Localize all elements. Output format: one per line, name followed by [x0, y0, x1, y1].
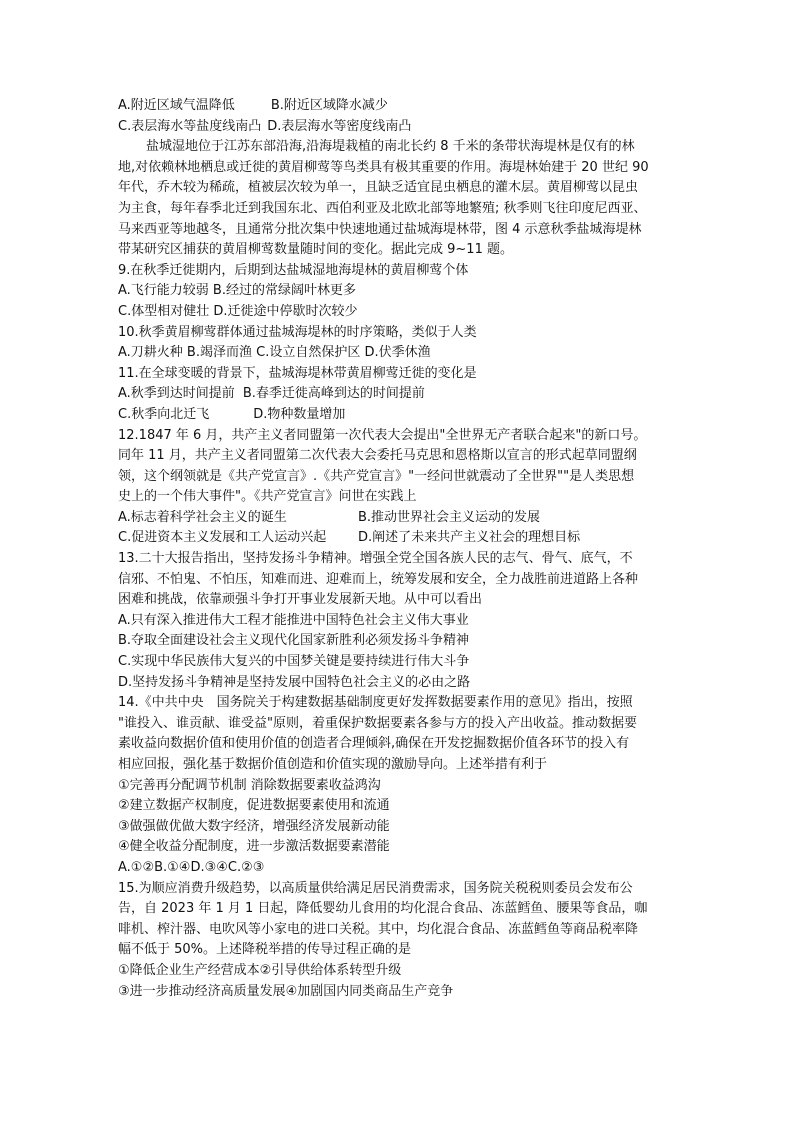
q8-options-row1 [118, 96, 678, 117]
passage-line: 为主食，每年春季北迁到我国东北、西伯利亚及北欧北部等地繁殖; 秋季则飞往印度尼西亚、 [118, 200, 647, 216]
exam-page [118, 96, 678, 1002]
passage-line: 带某研究区捕获的黄眉柳莺数量随时间的变化。据此完成 9~11 题。 [118, 242, 513, 258]
q15-item: ③进一步推动经济高质量发展④加剧国内同类商品生产竞争 [118, 983, 454, 999]
q14-item: ④健全收益分配制度，进一步激活数据要素潜能 [118, 839, 390, 855]
q11-option-a: A.秋季到达时间提前 [118, 386, 235, 402]
q15-stem-line: 幅不低于 50%。上述降税举措的传导过程正确的是 [118, 942, 412, 958]
q8-option-d: D.表层海水等密度线南凸 [267, 118, 412, 134]
q10-stem: 10.秋季黄眉柳莺群体通过盐城海堤林的时序策略，类似于人类 [118, 324, 477, 340]
q13-stem-line: 信邪、不怕鬼、不怕压，知难而进、迎难而上，统筹发展和安全，全力战胜前进道路上各种 [118, 571, 639, 587]
q14-stem-line: 14.《中共中央 国务院关于构建数据基础制度更好发挥数据要素作用的意见》指出，按照 [118, 695, 633, 711]
q14-stem-line: 素收益向数据价值和使用价值的创造者合理倾斜,确保在开发挖掘数据价值各环节的投入有 [118, 736, 630, 752]
q11-options-row2 [118, 405, 678, 426]
q12-option-c: C.促进资本主义发展和工人运动兴起 [118, 530, 327, 546]
q13-option-c: C.实现中华民族伟大复兴的中国梦关键是要持续进行伟大斗争 [118, 654, 470, 670]
passage [118, 137, 678, 261]
q11-stem: 11.在全球变暖的背景下，盐城海堤林带黄眉柳莺迁徙的变化是 [118, 365, 477, 381]
q13-option-b: B.夺取全面建设社会主义现代化国家新胜利必须发扬斗争精神 [118, 633, 470, 649]
q8-option-a: A.附近区域气温降低 [118, 98, 235, 113]
q9-options-row2: C.体型相对健壮 D.迁徙途中停歇时次较少 [118, 303, 358, 319]
q15-stem-line: 啡机、榨汁器、电吹风等小家电的进口关税。其中，均化混合食品、冻蓝鳕鱼等商品税率降 [118, 921, 639, 937]
q15-stem [118, 879, 678, 961]
q14-stem-line: "谁投入、谁贡献、谁受益"原则，着重保护数据要素各参与方的投入产出收益。推动数据要 [118, 715, 637, 731]
q12-stem [118, 426, 678, 508]
q14-item: ②建立数据产权制度，促进数据要素使用和流通 [118, 798, 390, 814]
q14-stem [118, 693, 678, 775]
q9-options-row1: A.飞行能力较弱 B.经过的常绿阔叶林更多 [118, 283, 356, 299]
q14-stem-line: 相应回报，强化基于数据价值创造和价值实现的激励导向。上述举措有利于 [118, 757, 548, 772]
q12-stem-line: 领，这个纲领就是《共产党宣言》.《共产党宣言》"一经问世就震动了全世界""是人类思想 [118, 468, 635, 484]
q12-option-d: D.阐述了未来共产主义社会的理想目标 [358, 530, 581, 546]
q11-option-d: D.物种数量增加 [253, 406, 346, 422]
q9-stem: 9.在秋季迁徙期内，后期到达盐城湿地海堤林的黄眉柳莺个体 [118, 262, 469, 278]
q12-stem-line: 同年 11 月，共产主义者同盟第二次代表大会委托马克思和恩格斯以宣言的形式起草同盟纲 [118, 448, 637, 464]
q11-options-row1 [118, 384, 678, 405]
q12-stem-line: 史上的一个伟大事件"。《共产党宣言》问世在实践上 [118, 489, 417, 505]
q8-option-c: C.表层海水等盐度线南凸 [118, 118, 262, 134]
q15-stem-line: 15.为顺应消费升级趋势，以高质量供给满足居民消费需求，国务院关税税则委员会发布公 [118, 880, 633, 896]
passage-line: 马来西亚等地越冬，且通常分批次集中快速地通过盐城海堤林带，图 4 示意秋季盐城海堤林 [118, 221, 642, 237]
passage-line: 盐城湿地位于江苏东部沿海,沿海堤栽植的南北长约 8 千米的条带状海堤林是仅有的林 [146, 139, 635, 155]
q12-options-row1 [118, 508, 678, 529]
q10-options: A.刀耕火种 B.竭泽而渔 C.设立自然保护区 D.伏季休渔 [118, 345, 431, 361]
q14-item: ①完善再分配调节机制 消除数据要素收益鸿沟 [118, 777, 381, 793]
q12-options-row2 [118, 528, 678, 549]
q11-option-c: C.秋季向北迁飞 [118, 406, 210, 422]
q15-item: ①降低企业生产经营成本②引导供给体系转型升级 [118, 962, 402, 978]
q12-stem-line: 12.1847 年 6 月，共产主义者同盟第一次代表大会提出"全世界无产者联合起来"的新口号。 [118, 427, 647, 443]
q13-stem-line: 困难和挑战，依靠顽强斗争打开事业发展新天地。从中可以看出 [118, 592, 483, 608]
q15-stem-line: 告，自 2023 年 1 月 1 日起，降低婴幼儿食用的均化混合食品、冻蓝鳕鱼、腰果等食品，咖 [118, 901, 648, 917]
q13-stem [118, 549, 678, 611]
q8-option-b: B.附近区域降水减少 [270, 98, 388, 113]
q14-item: ③做强做优做大数字经济，增强经济发展新动能 [118, 818, 390, 834]
passage-line: 地,对依赖林地栖息或迁徙的黄眉柳莺等鸟类具有极其重要的作用。海堤林始建于 20 世纪 90 [118, 159, 649, 175]
q12-option-b: B.推动世界社会主义运动的发展 [358, 509, 541, 525]
passage-line: 年代，乔木较为稀疏，植被层次较为单一，且缺乏适宜昆虫栖息的灌木层。黄眉柳莺以昆虫 [118, 180, 639, 196]
q12-option-a: A.标志着科学社会主义的诞生 [118, 509, 287, 525]
q13-option-a: A.只有深入推进伟大工程才能推进中国特色社会主义伟大事业 [118, 612, 469, 628]
q14-answer-options: A.①②B.①④D.③④C.②③ [118, 859, 265, 875]
q8-options-row2 [118, 117, 678, 138]
q13-option-d: D.坚持发扬斗争精神是坚持发展中国特色社会主义的必由之路 [118, 674, 471, 690]
q13-stem-line: 13.二十大报告指出，坚持发扬斗争精神。增强全党全国各族人民的志气、骨气、底气，不 [118, 551, 633, 567]
q11-option-b: B.春季迁徙高峰到达的时间提前 [242, 386, 425, 402]
